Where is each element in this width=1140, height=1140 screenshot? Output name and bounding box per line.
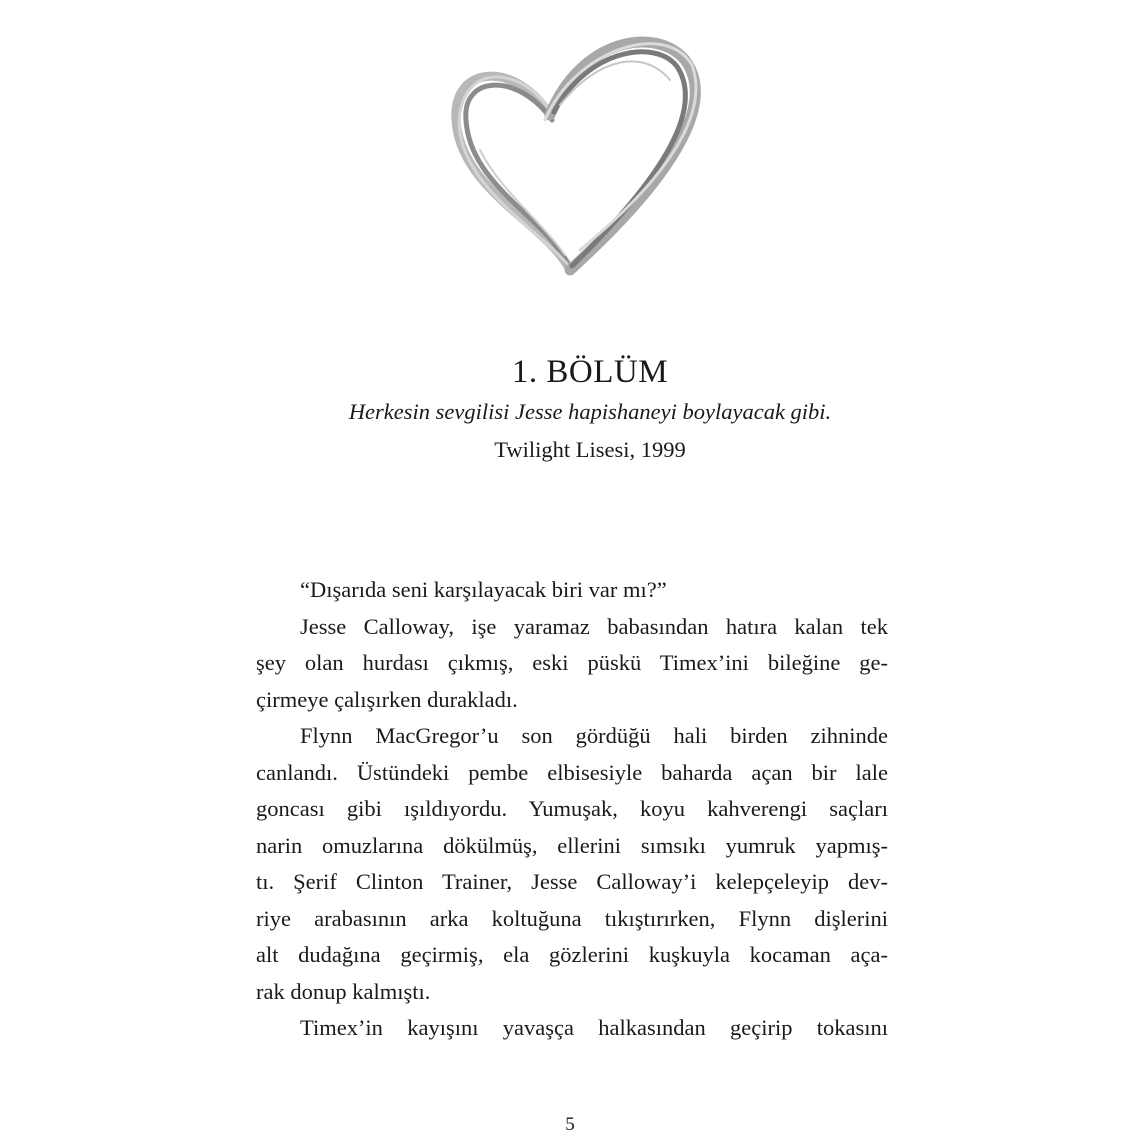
text-line: Timex’in kayışını yavaşça halkasından geçirip tokasını	[300, 1015, 888, 1040]
text-line: şey olan hurdası çıkmış, eski püskü Timex’ini bileğine ge-	[256, 650, 888, 675]
text-line: goncası gibi ışıldıyordu. Yumuşak, koyu kahverengi saçları	[256, 796, 888, 821]
text-line: riye arabasının arka koltuğuna tıkıştırırken, Flynn dişlerini	[256, 905, 888, 931]
text-line: “Dışarıda seni karşılayacak biri var mı?”	[300, 577, 667, 602]
page-number: 5	[565, 1114, 575, 1135]
text-line: narin omuzlarına dökülmüş, ellerini sımsıkı yumruk yapmış-	[256, 832, 888, 858]
chapter-title: 1. BÖLÜM	[511, 354, 669, 390]
text-line: çirmeye çalışırken durakladı.	[256, 686, 518, 712]
body-text	[256, 572, 888, 1047]
chapter-heading	[290, 350, 890, 470]
heart-icon	[430, 20, 710, 280]
chapter-source: Twilight Lisesi, 1999	[494, 437, 686, 462]
text-line: rak donup kalmıştı.	[256, 978, 431, 1004]
text-line: tı. Şerif Clinton Trainer, Jesse Calloway’i kelepçeleyip dev-	[256, 869, 888, 894]
text-line: Flynn MacGregor’u son gördüğü hali birden zihninde	[300, 723, 888, 748]
chapter-epigraph: Herkesin sevgilisi Jesse hapishaneyi boylayacak gibi.	[348, 399, 832, 424]
text-line: alt dudağına geçirmiş, ela gözlerini kuşkuyla kocaman aça-	[256, 942, 888, 967]
text-line: canlandı. Üstündeki pembe elbisesiyle baharda açan bir lale	[256, 759, 888, 785]
text-line: Jesse Calloway, işe yaramaz babasından hatıra kalan tek	[300, 613, 888, 639]
